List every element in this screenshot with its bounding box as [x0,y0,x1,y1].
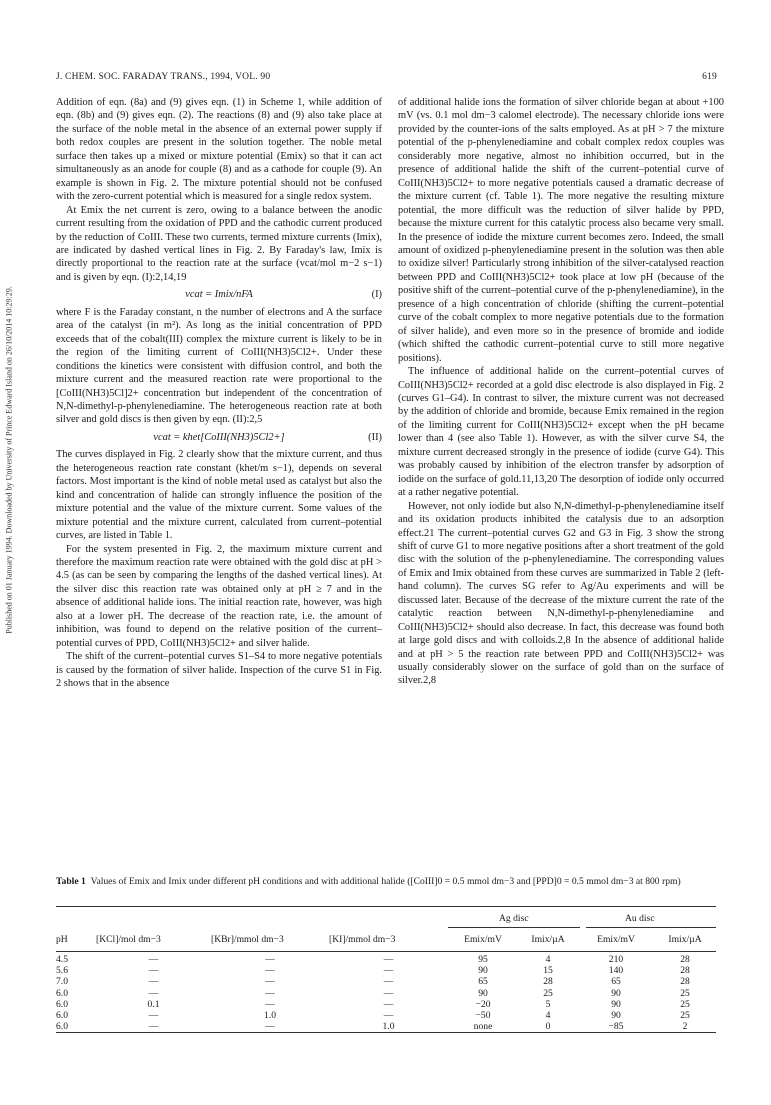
table-cell: 7.0 [56,976,68,988]
table-cell: 4 [545,1010,551,1022]
table-row [56,1021,716,1032]
download-note [2,240,16,680]
table-cell: −50 [475,1010,491,1022]
table-cell: — [383,1010,394,1022]
table-cell: — [148,976,159,988]
column-header: [KI]/mmol dm−3 [329,934,396,945]
table-cell: — [265,954,275,965]
group-ag-rule [448,927,580,928]
table-cell: — [265,998,275,1010]
equation-2 [56,431,382,444]
group-au-rule [586,927,716,928]
left-column [56,96,382,690]
table-cell: — [383,954,394,965]
table-cell: 25 [680,998,690,1010]
table-cell: — [383,965,394,977]
table-label: Table 1 [56,876,86,887]
table-cell: 28 [543,976,553,988]
table-cell: 90 [478,965,488,977]
table-caption [56,876,716,888]
table-cell: 90 [611,1010,621,1022]
table-cell: 15 [543,965,553,977]
column-header: [KBr]/mmol dm−3 [211,934,284,945]
table-cell: — [383,987,394,999]
table-cell: — [265,976,275,988]
paragraph: The shift of the current–potential curves S1–S4 to more negative potentials is caused by the formation of silver halide. Inspection of the curve S1 in Fig. 2 shows that in the absence [56,651,382,690]
equation-number: (II) [368,431,382,443]
paragraph: The influence of additional halide on the current–potential curves of CoIII(NH3)5Cl2+ recorded at a gold disc electrode is also displayed in Fig. 2 (curves G1–G4). In contrast to silver, the mixture current was not decreased by the addition of chloride and bromide, because Emix remained in the region of the limiting current for CoIII(NH3)5Cl2+ except when the pH became lower than 4 (see also Table 1). However, as with the silver curve S4, the mixture current decreased strongly in the presence of iodide (curve G4). This was probably caused by inhibition of the electron transfer by adsorption of iodide on the surface of gold.11,13,20 The desorption of iodide only occurred at a rather negative potential. [398,366,724,499]
table-cell: 6.0 [56,1021,68,1033]
equation-text: vcat = Imix/nFA [185,289,253,301]
table-cell: — [148,954,159,965]
table-bottom-rule [56,1032,716,1033]
table-cell: 5.6 [56,965,68,977]
table-cell: 6.0 [56,987,68,999]
table-cell: — [383,976,394,988]
table-cell: 2 [682,1021,688,1033]
table-cell: 1.0 [382,1021,395,1033]
table-row [56,988,716,999]
table-row [56,999,716,1010]
table-cell: 140 [608,965,624,977]
paragraph: of additional halide ions the formation of silver chloride began at about +100 mV (vs. 0.1 mol dm−3 calomel electrode). The necessary chloride ions were provided by the counter-ions of the salts employed. As at pH > 7 the mixture potential of the p-phenylenediamine and cobalt complex redox couples was considerably more negative, almost no inhibition occurred, but in the presence of additional halide the shift of the current–potential curve of CoIII(NH3)5Cl2+ to more negative potentials caused a dramatic decrease of the mixture current (cf. Table 1). The more negative the resulting mixture potential, the more difficult was the reduction of silver halide by PPD, because the mixture current for this catalytic process also became very small. In the presence of iodide the mixture current becomes zero. Indeed, the small amount of oxidized p-phenylenediamine present in the solution was then able to oxidize silver! Particularly strong inhibition of the silver-catalysed reaction between PPD and CoIII(NH3)5Cl2+ took place at low pH (because of the positive shift of the current–potential curve of the p-phenylenediamine), in the presence of a high concentration of chloride (shifting the current–potential curve of the cobalt complex to more negative potentials due to the formation of silver halide), and even more so in the presence of bromide and iodide (which shifted the cathodic current–potential curve to still more negative positions). [398,97,724,364]
table-row [56,952,716,966]
paragraph: At Emix the net current is zero, owing to a balance between the anodic current resulting from the oxidation of PPD and the cathodic current produced by the reduction of CoIII. These two currents, termed mixture currents (Imix), are indicated by dashed vertical lines in Fig. 2. By Faraday's law, Imix is directly proportional to the reaction rate at the surface (vcat/mol m−2 s−1) and is given by eqn. (I):2,14,19 [56,204,382,283]
table-cell: 4 [545,954,551,965]
table-cell: 5 [545,998,551,1010]
table-cell: — [383,998,394,1010]
group-au-disc: Au disc [625,913,655,924]
table-cell: — [148,1010,159,1022]
table-cell: — [265,987,275,999]
table-1 [56,906,716,1033]
running-header: J. CHEM. SOC. FARADAY TRANS., 1994, VOL. 90 [56,72,271,82]
table-cell: 6.0 [56,1010,68,1022]
table-cell: 0.1 [147,998,160,1010]
table-cell: — [265,1021,275,1033]
table-cell: −20 [475,998,491,1010]
table-cell: 1.0 [264,1010,276,1022]
table-cell: 0 [545,1021,551,1033]
column-header: Imix/µA [531,934,565,945]
column-header: pH [56,934,68,945]
table-cell: 90 [611,987,621,999]
paragraph: The curves displayed in Fig. 2 clearly show that the mixture current, and thus the heterogeneous reaction rate constant (khet/m s−1), depends on several factors. Most important is the kind of noble metal used as catalyst but also the kind and concentration of halide can strongly influence the position of the mixture potential and the value of the mixture current. Some values of the mixture potential and the mixture current, calculated from current–potential curves, are listed in Table 1. [56,449,382,542]
right-column [398,96,724,688]
paragraph: For the system presented in Fig. 2, the maximum mixture current and therefore the maximum reaction rate were obtained with the gold disc at pH > 4.5 (as can be seen by comparing the lengths of the dashed vertical lines). At the silver disc this reaction rate was obtained only at pH ≥ 7 and in the absence of additional halide ions. The initial reaction rate, however, was high also at a lower pH. The decrease of the reaction rate, i.e. the amount of inhibition, was found to depend on the relative position of the current–potential curves of PPD, CoIII(NH3)5Cl2+ and silver halide. [56,543,382,649]
table-cell: 65 [478,976,488,988]
download-note-text: Published on 01 January 1994. Downloaded by University of Prince Edward Island on 26/10/2014 10:29:29. [4,286,14,634]
paragraph: where F is the Faraday constant, n the number of electrons and A the surface area of the catalyst (in m²). As long as the initial concentration of PPD exceeds that of the cobalt(III) complex the mixture current is likely to be in the region of the limiting current of CoIII(NH3)5Cl2+. Under these conditions the kinetics were consistent with diffusion control, and both the mixture current and the measured reaction rate were proportional to the [CoIII(NH3)5Cl]2+ concentration but independent of the concentration of N,N-dimethyl-p-phenylenediamine. The heterogeneous reaction rate at both silver and gold discs is then given by eqn. (II):2,5 [56,306,382,426]
table-cell: 28 [680,976,690,988]
table-cell: 25 [680,1010,690,1022]
page-number: 619 [702,72,717,82]
table-row [56,965,716,976]
equation-number: (I) [371,289,382,301]
column-header: Emix/mV [464,934,502,945]
table-cell: 25 [680,987,690,999]
table-cell: — [148,965,159,977]
equation-text: vcat = khet[CoIII(NH3)5Cl2+] [153,431,285,443]
paragraph: Addition of eqn. (8a) and (9) gives eqn. (1) in Scheme 1, while addition of eqn. (8b) and (9) gives eqn. (2). The reactions (8) and (9) also take place at the surface of the noble metal in the absence of an external power supply if both redox couples are present in the solution together. The noble metal surface then takes up a mixed or mixture potential (Emix) so that it can act simultaneously as an anode for couple (8) and as a cathode for couple (9). An example is shown in Fig. 2. The mixture potential should not be confused with the zero-current potential which is measured for a single redox system. [56,97,382,203]
column-header: Imix/µA [668,934,702,945]
table-body [56,952,716,1033]
table-cell: 210 [608,954,624,965]
table-cell: 90 [611,998,621,1010]
table-cell: 95 [478,954,488,965]
table-cell: 6.0 [56,998,68,1010]
table-row [56,976,716,987]
table-cell: — [148,987,159,999]
table-cell: — [265,965,275,977]
data-table [56,929,716,1032]
table-row [56,1010,716,1021]
table-cell: 28 [680,965,690,977]
column-header: Emix/mV [597,934,635,945]
table-cell: −85 [608,1021,624,1033]
table-caption-text: Values of Emix and Imix under different pH conditions and with additional halide ([CoIII]0 = 0.5 mmol dm−3 and [PPD]0 = 0.5 mmol dm−3 at 800 rpm) [90,876,681,887]
table-group-header [56,907,716,929]
table-cell: — [148,1021,159,1033]
table-cell: 65 [611,976,621,988]
equation-1 [56,288,382,301]
table-cell: 28 [680,954,690,965]
paragraph: However, not only iodide but also N,N-dimethyl-p-phenylenediamine itself and its oxidation products inhibited the catalysis due to an adsorption effect.21 The current–potential curves G2 and G3 in Fig. 3 show the strong shift of curve G1 to more negative positions after a short treatment of the gold disc with the solution of the p-phenylenediamine. The corresponding values of Emix and Imix obtained from these curves are summarized in Table 2 (left-hand column). The curves SG refer to Ag/Au experiments and will be discussed later. Because of the decrease of the mixture current the rate of the catalytic reaction between N,N-dimethyl-p-phenylenediamine and CoIII(NH3)5Cl2+ should also decrease. In fact, this decrease was found both at large gold discs and with colloids.2,8 In the absence of additional halide and at pH > 5 the reaction rate between PPD and CoIII(NH3)5Cl2+ was usually considerably slower on the surface of gold than on the surface of silver.2,8 [398,500,724,687]
table-cell: 90 [478,987,488,999]
table-cell: 4.5 [56,954,68,965]
column-header: [KCl]/mol dm−3 [96,934,161,945]
table-header-row [56,929,716,952]
table-cell: none [473,1021,493,1033]
group-ag-disc: Ag disc [499,913,529,924]
table-cell: 25 [543,987,553,999]
